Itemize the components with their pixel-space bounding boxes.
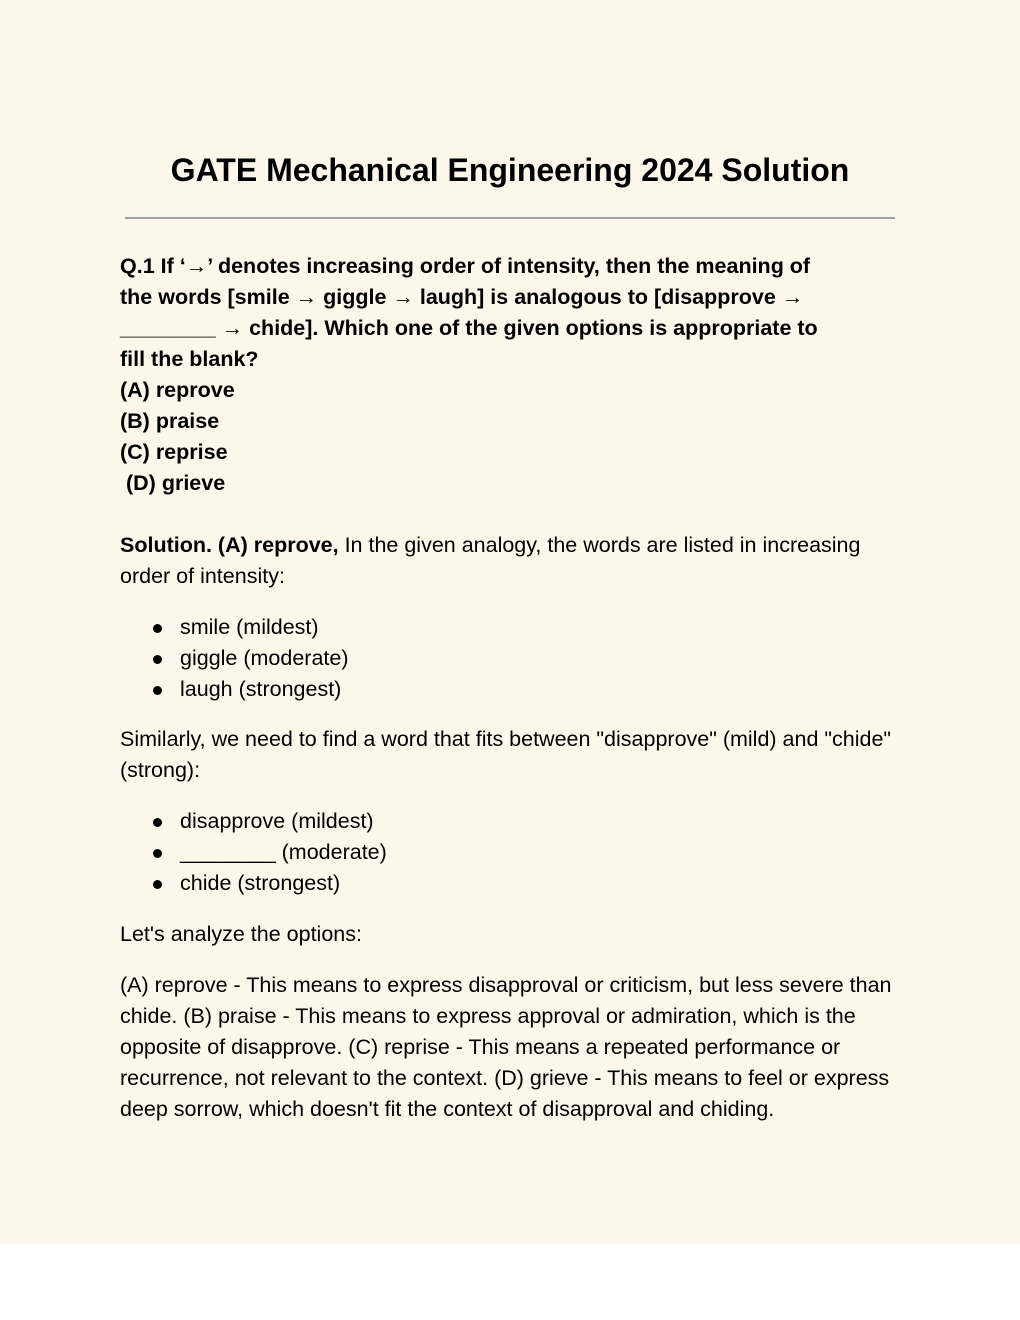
list-item: chide (strongest) xyxy=(120,868,910,899)
list-item: giggle (moderate) xyxy=(120,643,910,674)
list-item: laugh (strongest) xyxy=(120,674,910,705)
question-line: fill the blank? xyxy=(120,347,259,371)
analyze-heading-paragraph: Let's analyze the options: xyxy=(120,922,362,946)
page-title: GATE Mechanical Engineering 2024 Solution xyxy=(170,152,850,188)
similarly-paragraph: Similarly, we need to find a word that fits between "disapprove" (mild) and "chide" (strong): xyxy=(120,727,892,782)
question-line: the words [smile → giggle → laugh] is analogous to [disapprove → xyxy=(120,285,804,309)
list-item: ________ (moderate) xyxy=(120,837,910,868)
document-content xyxy=(120,251,910,1125)
solution-label: Solution. (A) reprove, xyxy=(120,533,339,557)
option-a: (A) reprove xyxy=(120,378,235,402)
question-line: ________ → chide]. Which one of the given options is appropriate to xyxy=(120,316,818,340)
question-block xyxy=(120,251,910,499)
option-d: (D) grieve xyxy=(126,471,226,495)
option-c: (C) reprise xyxy=(120,440,228,464)
question-line: Q.1 If ‘→’ denotes increasing order of intensity, then the meaning of xyxy=(120,254,811,278)
solution-intro: In the given analogy, the words are listed in increasing order of intensity: xyxy=(120,533,861,588)
list-item: smile (mildest) xyxy=(120,612,910,643)
option-b: (B) praise xyxy=(120,409,220,433)
horizontal-divider xyxy=(125,217,895,219)
intensity-list-example xyxy=(120,612,910,705)
intensity-list-target xyxy=(120,806,910,899)
list-item: disapprove (mildest) xyxy=(120,806,910,837)
options-analysis-paragraph: (A) reprove - This means to express disapproval or criticism, but less severe than chide. (B) praise - This means to express approval or admiration, which is the opposite of disapprove. (C) reprise - This means a repeated performance or recurrence, not relevant to the context. (D) grieve - This means to feel or express deep sorrow, which doesn't fit the context of disapproval and chiding. xyxy=(120,973,892,1121)
solution-paragraph xyxy=(120,530,910,592)
